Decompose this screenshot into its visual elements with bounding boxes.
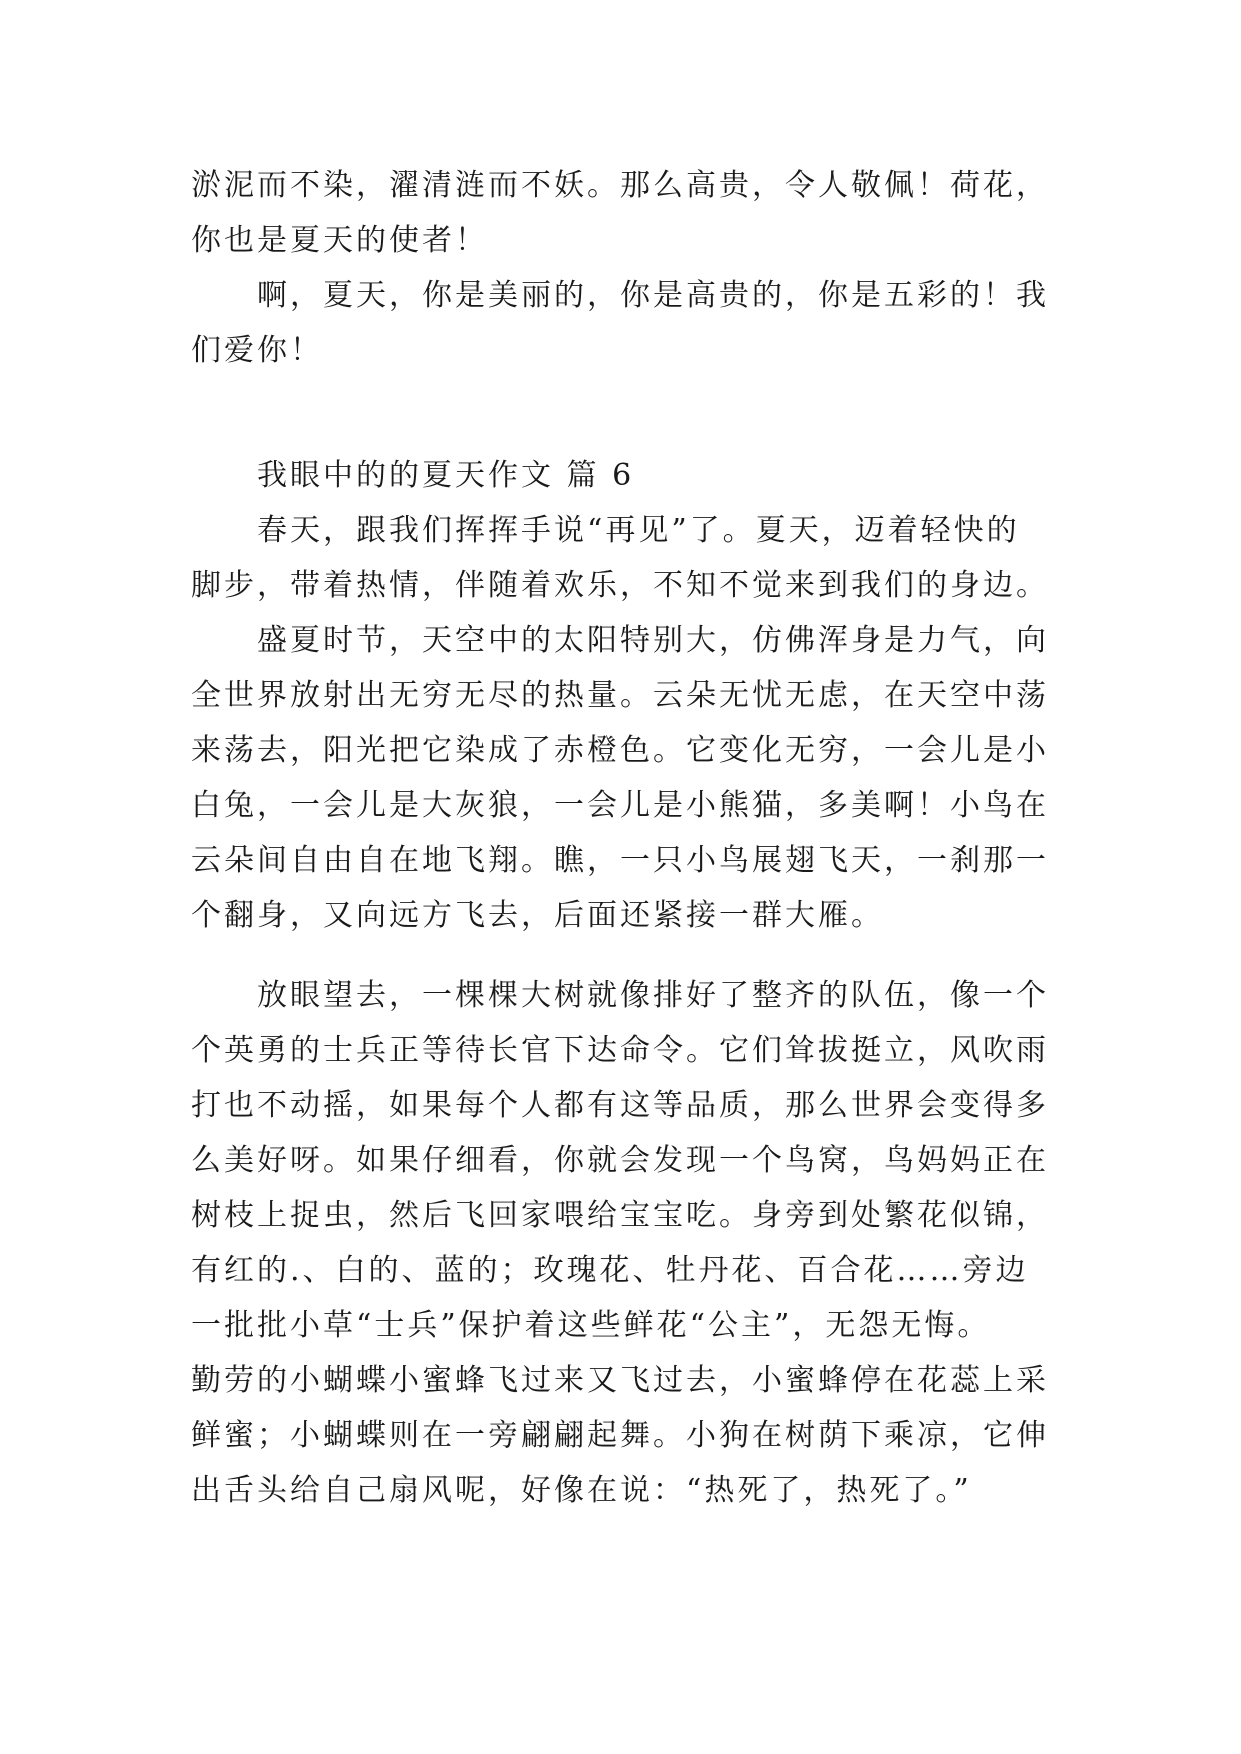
text-line: 盛夏时节，天空中的太阳特别大，仿佛浑身是力气，向 xyxy=(257,623,1049,658)
text-line: 么美好呀。如果仔细看，你就会发现一个鸟窝，鸟妈妈正在 xyxy=(191,1143,1049,1178)
text-line: 鲜蜜；小蝴蝶则在一旁翩翩起舞。小狗在树荫下乘凉，它伸 xyxy=(191,1418,1049,1453)
text-line: 来荡去，阳光把它染成了赤橙色。它变化无穷，一会儿是小 xyxy=(191,733,1049,768)
text-line: 出舌头给自己扇风呢，好像在说：“热死了，热死了。” xyxy=(191,1473,972,1508)
text-line: 树枝上捉虫，然后飞回家喂给宝宝吃。身旁到处繁花似锦， xyxy=(191,1198,1049,1233)
text-line: 们爱你！ xyxy=(191,333,323,368)
text-line: 个英勇的士兵正等待长官下达命令。它们耸拔挺立，风吹雨 xyxy=(191,1033,1049,1068)
text-line: 放眼望去，一棵棵大树就像排好了整齐的队伍，像一个 xyxy=(257,978,1049,1013)
text-line: 全世界放射出无穷无尽的热量。云朵无忧无虑，在天空中荡 xyxy=(191,678,1049,713)
text-line: 个翻身，又向远方飞去，后面还紧接一群大雁。 xyxy=(191,898,884,933)
text-line: 一批批小草“士兵”保护着这些鲜花“公主”，无怨无悔。 xyxy=(191,1308,991,1343)
text-line: 啊，夏天，你是美丽的，你是高贵的，你是五彩的！我 xyxy=(257,278,1049,313)
text-line: 打也不动摇，如果每个人都有这等品质，那么世界会变得多 xyxy=(191,1088,1049,1123)
text-line: 云朵间自由自在地飞翔。瞧，一只小鸟展翅飞天，一刹那一 xyxy=(191,843,1049,878)
text-line: 脚步，带着热情，伴随着欢乐，不知不觉来到我们的身边。 xyxy=(191,568,1049,603)
text-line: 春天，跟我们挥挥手说“再见”了。夏天，迈着轻快的 xyxy=(257,513,1020,548)
text-line: 白兔，一会儿是大灰狼，一会儿是小熊猫，多美啊！小鸟在 xyxy=(191,788,1049,823)
text-line: 有红的.、白的、蓝的；玫瑰花、牡丹花、百合花……旁边 xyxy=(191,1253,1029,1288)
section-heading: 我眼中的的夏天作文 篇 6 xyxy=(257,458,635,493)
text-line: 淤泥而不染，濯清涟而不妖。那么高贵，令人敬佩！荷花， xyxy=(191,168,1049,203)
text-line: 你也是夏天的使者！ xyxy=(191,223,488,258)
text-line: 勤劳的小蝴蝶小蜜蜂飞过来又飞过去，小蜜蜂停在花蕊上采 xyxy=(191,1363,1049,1398)
